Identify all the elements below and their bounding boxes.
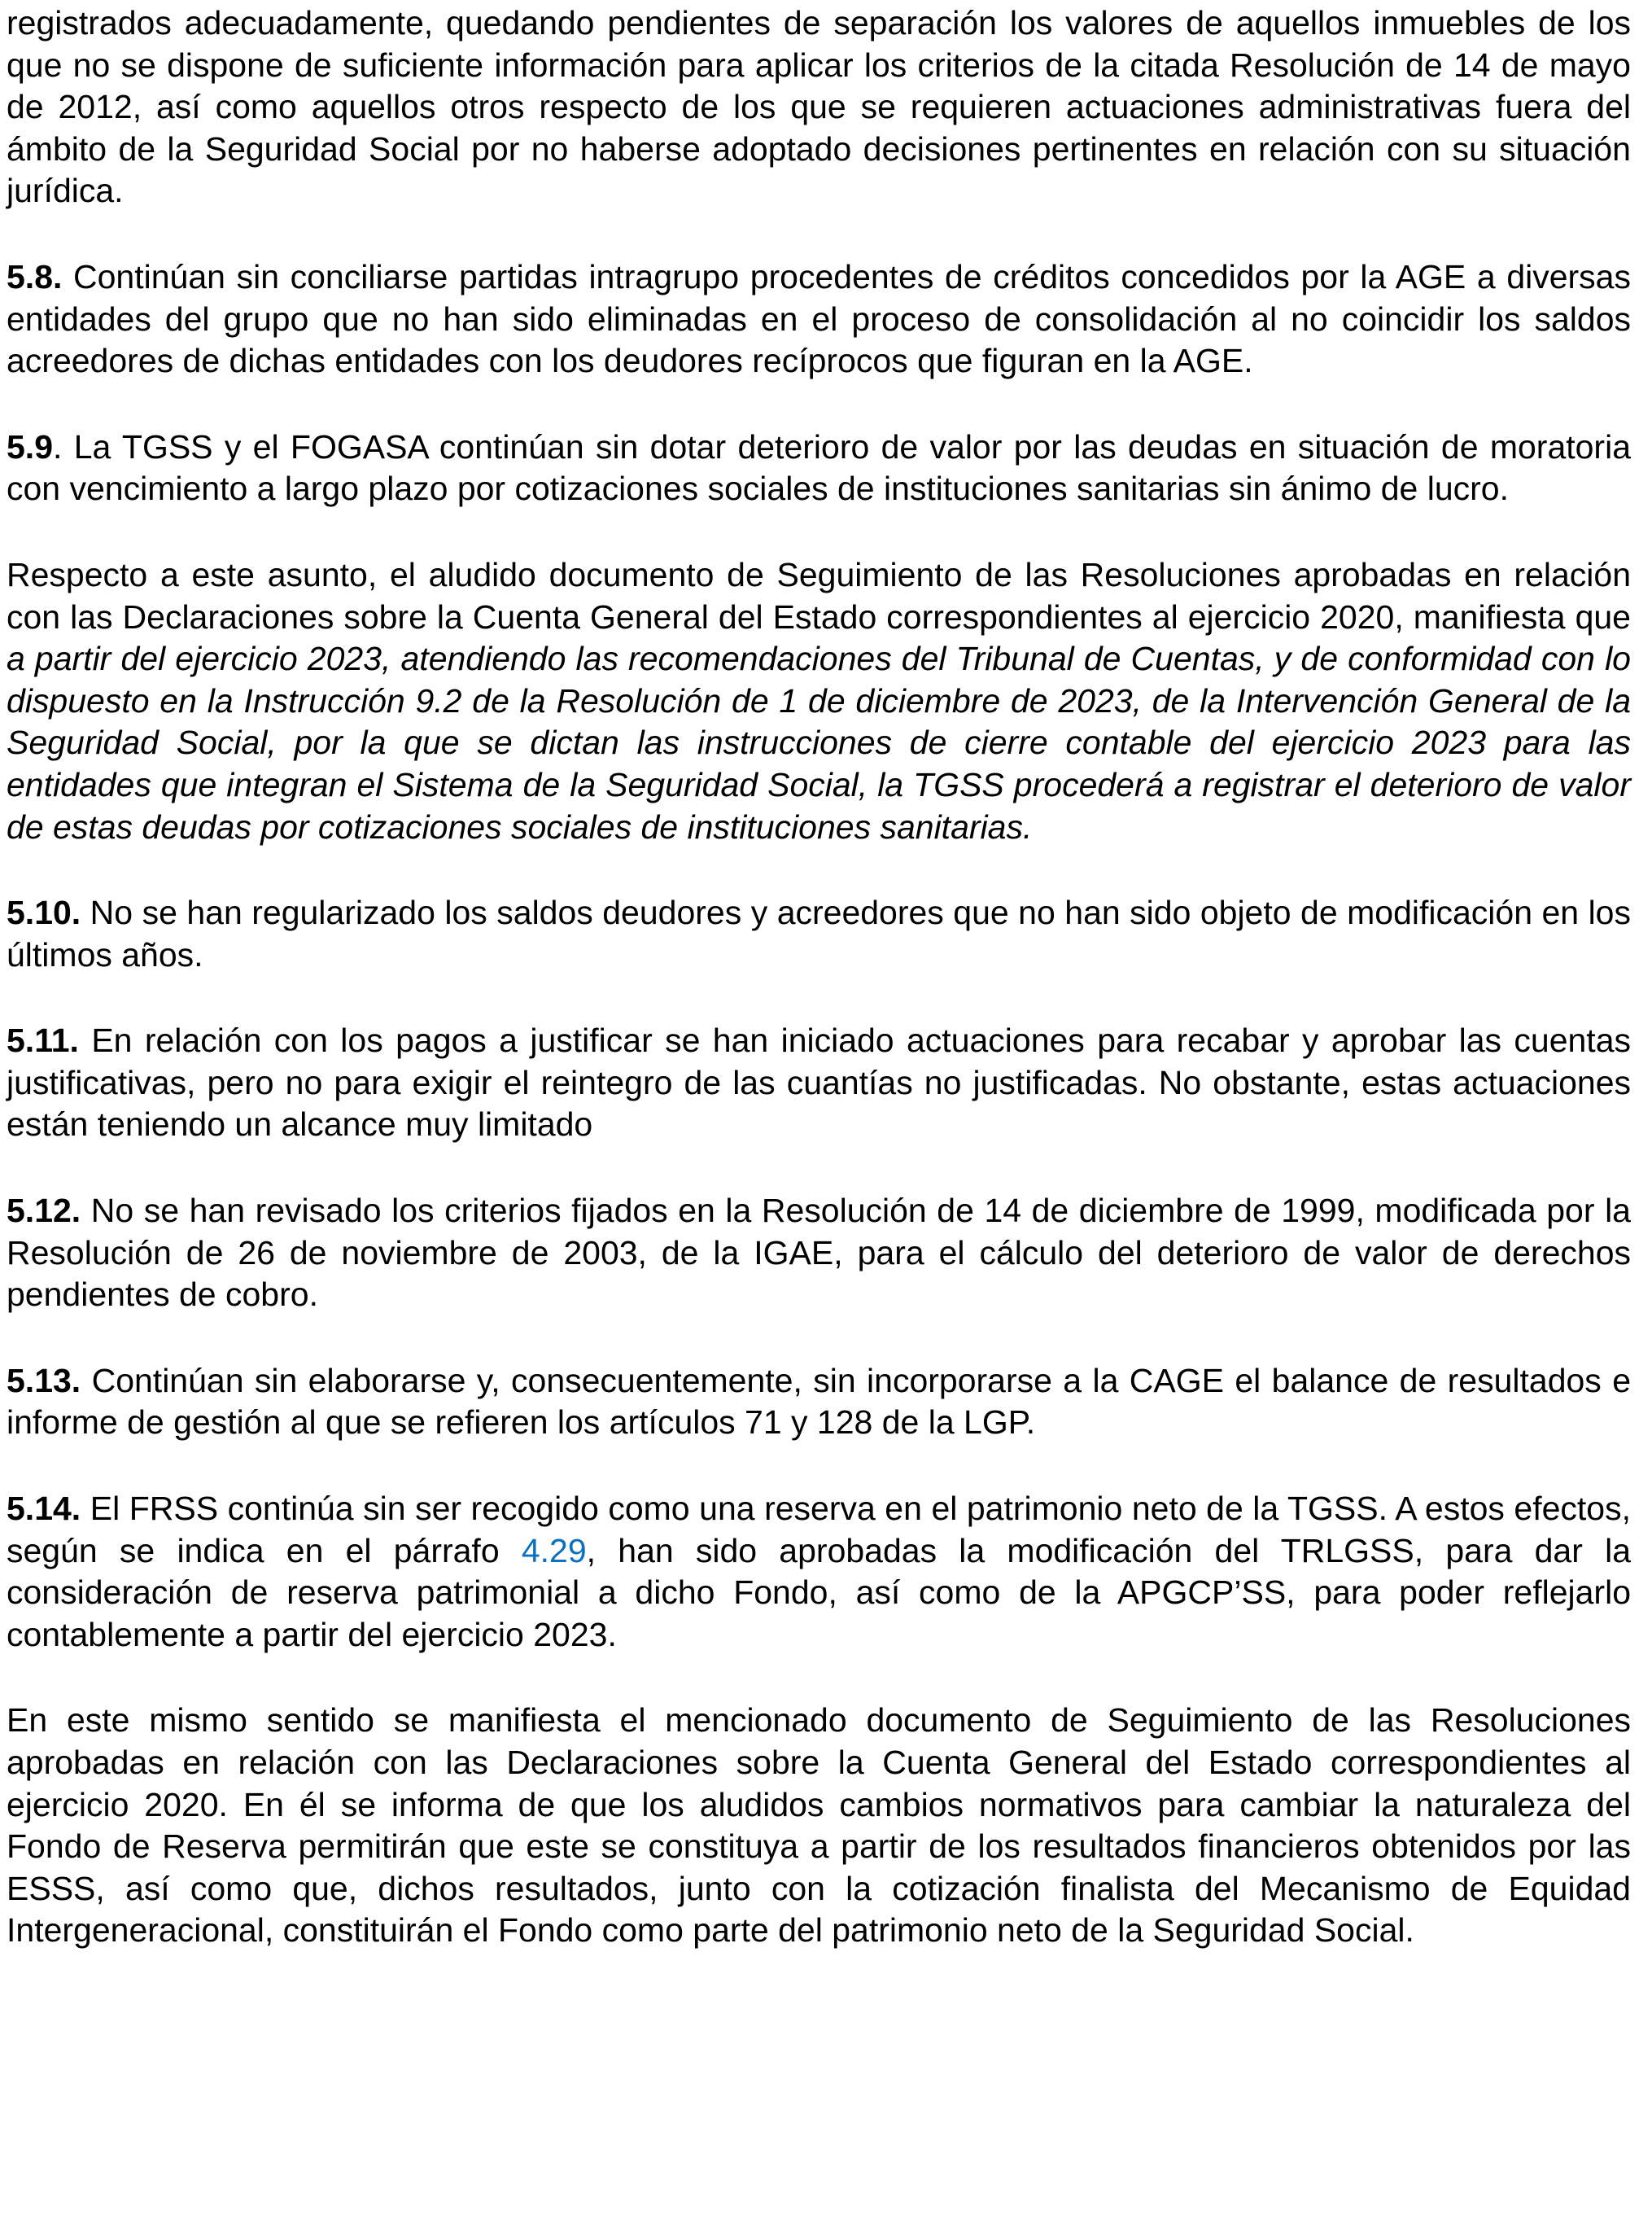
paragraph-text: En relación con los pagos a justificar se han iniciado actuaciones para recabar y aprobar las cuentas justificativas, pero no para exigir el reintegro de las cuantías no justificadas. No obstante, estas actuaciones están teniendo un alcance muy limitado bbox=[7, 1022, 1631, 1144]
quoted-italic-text: a partir del ejercicio 2023, atendiendo las recomendaciones del Tribunal de Cuentas, y de conformidad con lo dispuesto en la Instrucción 9.2 de la Resolución de 1 de diciembre de 2023, de la Intervención General de la Seguridad Social, por la que se dictan las instrucciones de cierre contable del ejercicio 2023 para las entidades que integran el Sistema de la Seguridad Social, la TGSS procederá a registrar el deterioro de valor de estas deudas por cotizaciones sociales de instituciones sanitarias. bbox=[7, 640, 1631, 846]
paragraph-text: En este mismo sentido se manifiesta el mencionado documento de Seguimiento de las Resoluciones aprobadas en relación con las Declaraciones sobre la Cuenta General del Estado correspondientes al ejercicio 2020. En él se informa de que los aludidos cambios normativos para cambiar la naturaleza del Fondo de Reserva permitirán que este se constituya a partir de los resultados financieros obtenidos por las ESSS, así como que, dichos resultados, junto con la cotización finalista del Mecanismo de Equidad Intergeneracional, constituirán el Fondo como parte del patrimonio neto de la Seguridad Social. bbox=[7, 1701, 1631, 1950]
paragraph-text: Respecto a este asunto, el aludido documento de Seguimiento de las Resoluciones aprobadas en relación con las Declaraciones sobre la Cuenta General del Estado correspondientes al ejercicio 2020, manifiesta que bbox=[7, 555, 1631, 636]
paragraph-number: 5.13. bbox=[7, 1361, 81, 1399]
paragraph-text: Continúan sin conciliarse partidas intragrupo procedentes de créditos concedidos por la AGE a diversas entidades del grupo que no han sido eliminadas en el proceso de consolidación al no coincidir los saldos acreedores de dichas entidades con los deudores recíprocos que figuran en la AGE. bbox=[7, 257, 1631, 380]
paragraph-mismo-sentido bbox=[7, 1700, 1631, 1952]
paragraph-text: El FRSS continúa sin ser recogido como una reserva en el patrimonio neto de la TGSS. A estos efectos, según se indica en el párrafo bbox=[7, 1490, 1631, 1569]
paragraph-5-12 bbox=[7, 1190, 1631, 1316]
paragraph-continuation bbox=[7, 2, 1631, 212]
paragraph-5-14 bbox=[7, 1488, 1631, 1656]
paragraph-number: 5.11. bbox=[7, 1022, 79, 1060]
paragraph-5-10 bbox=[7, 892, 1631, 976]
paragraph-number: 5.10. bbox=[7, 894, 81, 932]
paragraph-5-11 bbox=[7, 1020, 1631, 1146]
paragraph-text: No se han revisado los criterios fijados en la Resolución de 14 de diciembre de 1999, modificada por la Resolución de 26 de noviembre de 2003, de la IGAE, para el cálculo del deterioro de valor de derechos pendientes de cobro. bbox=[7, 1192, 1631, 1314]
document-page bbox=[7, 2, 1631, 1952]
paragraph-respecto bbox=[7, 554, 1631, 848]
cross-reference-link-4-29[interactable]: 4.29 bbox=[521, 1531, 587, 1569]
paragraph-number: 5.12. bbox=[7, 1192, 81, 1230]
paragraph-number: 5.14. bbox=[7, 1490, 81, 1528]
paragraph-text: . La TGSS y el FOGASA continúan sin dotar deterioro de valor por las deudas en situación de moratoria con vencimiento a largo plazo por cotizaciones sociales de instituciones sanitarias sin ánimo de lucro. bbox=[7, 427, 1631, 508]
paragraph-5-9 bbox=[7, 427, 1631, 510]
paragraph-number: 5.8. bbox=[7, 257, 63, 295]
paragraph-5-13 bbox=[7, 1360, 1631, 1444]
paragraph-text: Continúan sin elaborarse y, consecuentemente, sin incorporarse a la CAGE el balance de resultados e informe de gestión al que se refieren los artículos 71 y 128 de la LGP. bbox=[7, 1361, 1631, 1442]
paragraph-number: 5.9 bbox=[7, 427, 53, 466]
paragraph-text: No se han regularizado los saldos deudores y acreedores que no han sido objeto de modificación en los últimos años. bbox=[7, 894, 1631, 974]
paragraph-5-8 bbox=[7, 256, 1631, 383]
paragraph-text: , han sido aprobadas la modificación del TRLGSS, para dar la consideración de reserva patrimonial a dicho Fondo, así como de la APGCP’SS, para poder reflejarlo contablemente a partir del ejercicio 2023. bbox=[7, 1531, 1631, 1653]
paragraph-text: registrados adecuadamente, quedando pendientes de separación los valores de aquellos inmuebles de los que no se dispone de suficiente información para aplicar los criterios de la citada Resolución de 14 de mayo de 2012, así como aquellos otros respecto de los que se requieren actuaciones administrativas fuera del ámbito de la Seguridad Social por no haberse adoptado decisiones pertinentes en relación con su situación jurídica. bbox=[7, 4, 1631, 210]
